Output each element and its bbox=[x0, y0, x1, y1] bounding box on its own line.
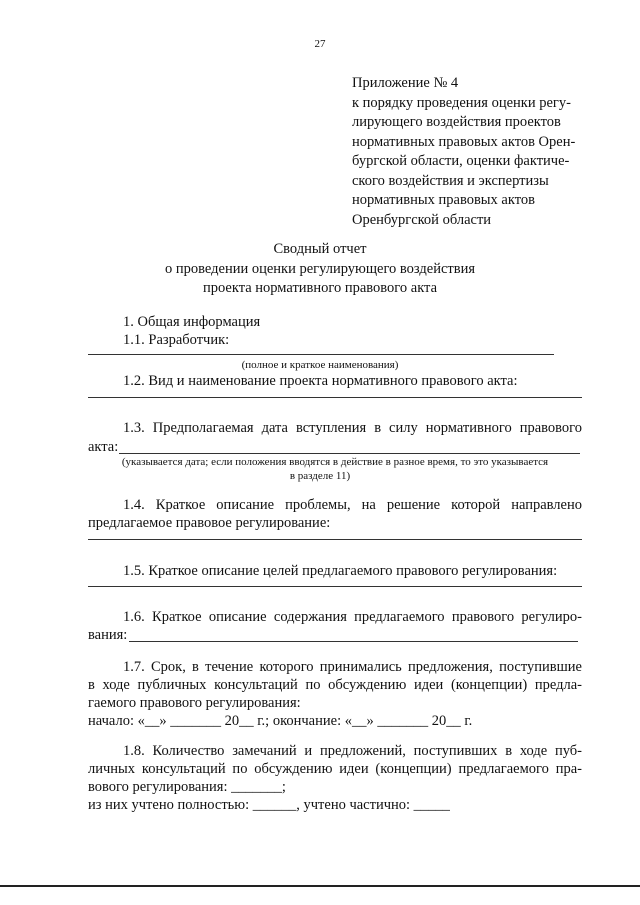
page-number: 27 bbox=[314, 38, 326, 50]
appendix-line: ского воздействия и экспертизы bbox=[352, 172, 549, 189]
appendix-line: нормативных правовых актов bbox=[352, 192, 535, 208]
item-1-7-line3: гаемого правового регулирования: bbox=[88, 695, 301, 711]
item-1-6-line2: вания: bbox=[88, 627, 128, 643]
problem-description-field[interactable] bbox=[88, 539, 582, 540]
report-title-line: проекта нормативного правового акта bbox=[202, 280, 438, 296]
item-1-5-label: 1.5. Краткое описание целей предлагаемого правового регулирования: bbox=[123, 563, 558, 579]
item-1-1-hint: (полное и краткое наименования) bbox=[241, 359, 399, 371]
appendix-line: нормативных правовых актов Орен- bbox=[352, 133, 576, 150]
item-1-4-line1: 1.4. Краткое описание проблемы, на решение которой направлено bbox=[123, 497, 582, 513]
item-1-3-hint-line2: в разделе 11) bbox=[289, 470, 351, 482]
section-heading: 1. Общая информация bbox=[123, 314, 261, 330]
item-1-3-line2: акта: bbox=[88, 439, 119, 455]
item-1-7-line1: 1.7. Срок, в течение которого принимались предложения, поступившие bbox=[123, 659, 582, 675]
item-1-3-line1: 1.3. Предполагаемая дата вступления в силу нормативного правового bbox=[123, 420, 582, 436]
appendix-block bbox=[352, 74, 612, 230]
item-1-4-line2: предлагаемое правовое регулирование: bbox=[88, 515, 331, 531]
item-1-8-line1: 1.8. Количество замечаний и предложений, поступивших в ходе пуб- bbox=[123, 743, 582, 759]
report-title-line: о проведении оценки регулирующего воздействия bbox=[164, 260, 476, 277]
project-name-field[interactable] bbox=[88, 397, 582, 398]
appendix-title: Приложение № 4 bbox=[352, 75, 459, 91]
regulation-content-field[interactable] bbox=[129, 641, 578, 642]
effective-date-field[interactable] bbox=[119, 453, 580, 454]
appendix-line: бургской области, оценки фактиче- bbox=[352, 153, 570, 169]
remarks-count-line: вового регулирования: _______; bbox=[88, 779, 286, 795]
item-1-8-line2: личных консультаций по обсуждению идеи (концепции) предлагаемого пра- bbox=[88, 761, 582, 777]
consultation-period-line: начало: «__» _______ 20__ г.; окончание: «__» _______ 20__ г. bbox=[88, 713, 473, 729]
report-title-line: Сводный отчет bbox=[273, 241, 367, 257]
appendix-line: к порядку проведения оценки регу- bbox=[352, 94, 571, 111]
scan-bottom-border bbox=[0, 885, 640, 887]
appendix-line: Оренбургской области bbox=[352, 211, 492, 228]
item-1-3-hint-line1: (указывается дата; если положения вводятся в действие в разное время, то это указывается bbox=[121, 456, 549, 468]
item-1-1-label: 1.1. Разработчик: bbox=[123, 332, 230, 348]
item-1-7-line2: в ходе публичных консультаций по обсуждению идеи (концепции) предла- bbox=[88, 677, 582, 693]
report-title bbox=[0, 240, 640, 299]
developer-name-field[interactable] bbox=[88, 354, 554, 355]
appendix-line: лирующего воздействия проектов bbox=[352, 114, 561, 130]
goals-description-field[interactable] bbox=[88, 586, 582, 587]
item-1-2-label: 1.2. Вид и наименование проекта нормативного правового акта: bbox=[123, 373, 518, 389]
remarks-accounted-line: из них учтено полностью: ______, учтено частично: _____ bbox=[88, 797, 450, 813]
item-1-6-line1: 1.6. Краткое описание содержания предлагаемого правового регулиро- bbox=[123, 609, 582, 625]
